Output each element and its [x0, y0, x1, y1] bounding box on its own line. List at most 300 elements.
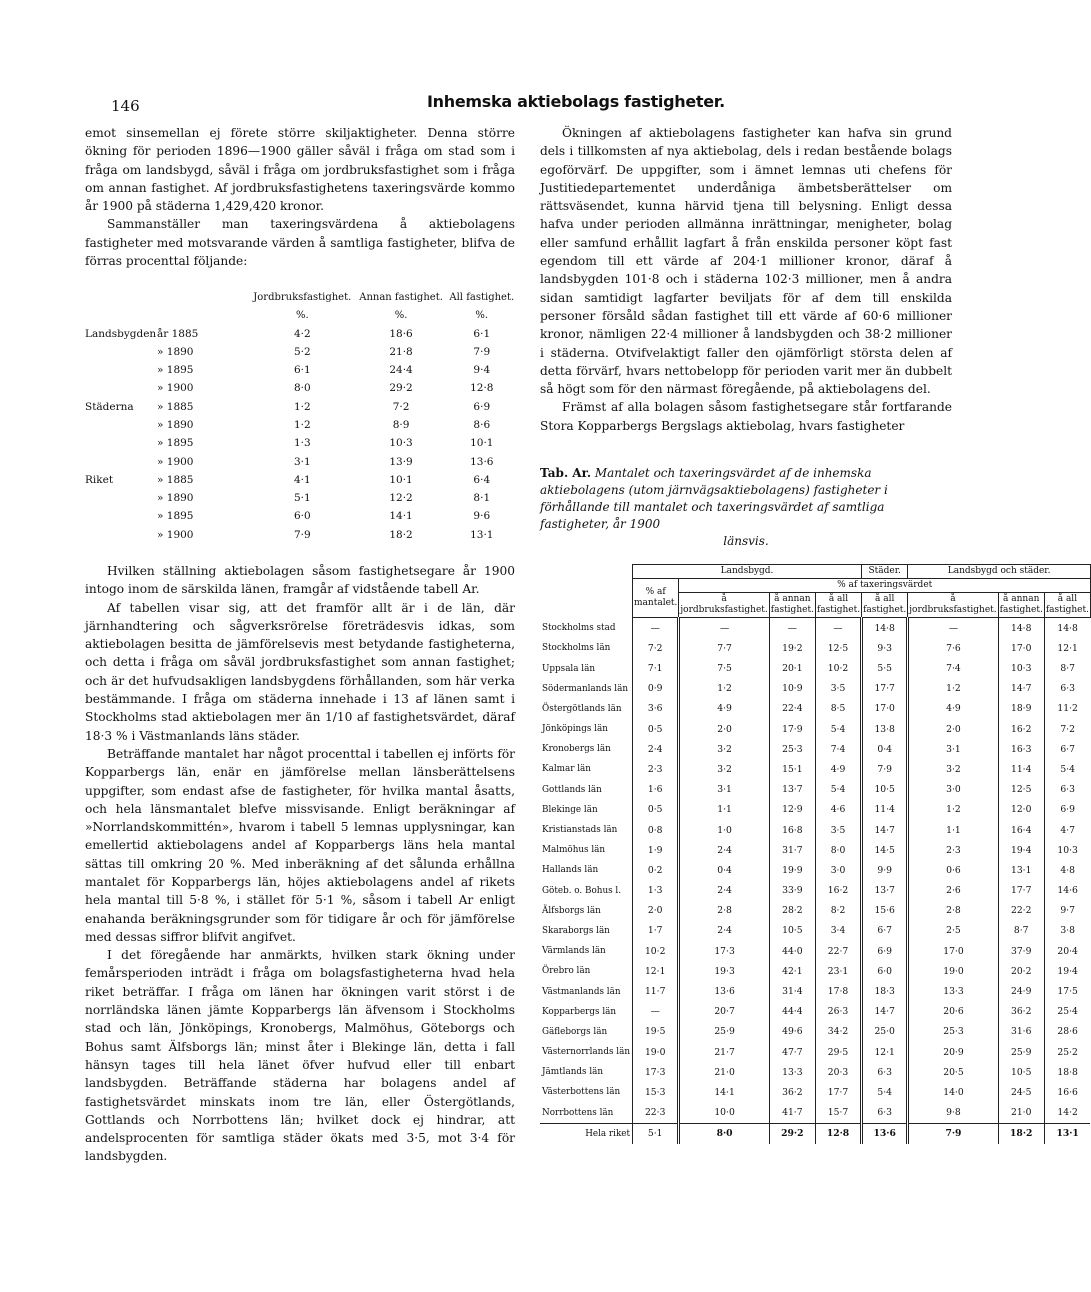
cell-value: 8·7: [1044, 658, 1090, 678]
cell-value: 17·3: [633, 1062, 679, 1082]
table-label: Tab. Ar.: [540, 466, 592, 481]
cell-value: 2·6: [908, 880, 998, 900]
cell-value: 1·2: [908, 800, 998, 820]
cell-value: 44·4: [769, 1002, 815, 1022]
cell-value: 17·0: [908, 941, 998, 961]
cell-value: 2·3: [633, 759, 679, 779]
row-group: [85, 452, 157, 470]
cell-value: 20·9: [908, 1042, 998, 1062]
cell-value: 19·5: [633, 1022, 679, 1042]
cell-value: 18·2: [998, 1123, 1044, 1144]
cell-value: 2·0: [679, 719, 769, 739]
cell-value: 25·9: [998, 1042, 1044, 1062]
running-head: Inhemska aktiebolags fastigheter.: [427, 92, 725, 111]
cell-value: 12·1: [862, 1042, 908, 1062]
cell-value: 9·4: [473, 364, 491, 377]
column-header: å jordbruksfastighet.: [908, 593, 998, 618]
county-name: Östergötlands län: [542, 703, 622, 714]
cell-value: 3·8: [1044, 921, 1090, 941]
cell-value: 7·9: [473, 345, 491, 358]
cell-value: 14·8: [862, 618, 908, 639]
cell-value: 5·4: [815, 719, 861, 739]
cell-value: 13·7: [862, 880, 908, 900]
table-row: [85, 361, 517, 379]
cell-value: 17·0: [862, 699, 908, 719]
paragraph: I det föregående har anmärkts, hvilken stark ökning under femårsperioden inträdt i fråga om bolagsfastigheterna hvad hela riket beträffar. I fråga om länen har ökningen varit störst i de norrländska länen jämte Kopparbergs län äfvensom i Stockholms stad och län, Jönköpings, Kronobergs, Malmöhus, Göteborgs och Bohus samt Älfsborgs län; minst åter i Blekinge län, detta i fall hänsyn tages till hela länet öfver hufvud eller till enbart landsbygden. Beträffande städerna har bolagens andel af fastighetsvärdet minskats inom tre län, eller Östergötlands, Gottlands och Norrbottens län; hvilket dock ej hindrar, att andelsprocenten för samtliga städer ökats med 3·5, mot 3·4 för landsbygden.: [85, 948, 515, 1164]
cell-value: 16·6: [1044, 1082, 1090, 1102]
county-name: Södermanlands län: [542, 683, 629, 694]
cell-value: 0·4: [862, 739, 908, 759]
row-group: [85, 379, 157, 397]
cell-value: 1·7: [633, 921, 679, 941]
cell-value: 1·1: [908, 820, 998, 840]
unit-label: %.: [394, 309, 408, 321]
cell-value: 13·1: [998, 860, 1044, 880]
cell-value: 11·2: [1044, 699, 1090, 719]
cell-value: 13·6: [679, 981, 769, 1001]
row-year: » 1900: [157, 455, 194, 468]
row-year: år 1885: [157, 327, 199, 340]
row-group: [85, 507, 157, 525]
cell-value: 1·2: [293, 419, 311, 431]
row-year: » 1895: [157, 364, 194, 377]
table-row: [540, 658, 1090, 678]
column-header: Jordbruksfastighet.: [253, 291, 352, 303]
cell-value: 29·2: [769, 1123, 815, 1144]
table-row: [540, 1062, 1090, 1082]
cell-value: 0·9: [633, 679, 679, 699]
cell-value: 12·1: [1044, 638, 1090, 658]
cell-value: 28·2: [769, 901, 815, 921]
cell-value: 12·1: [633, 961, 679, 981]
cell-value: 10·5: [998, 1062, 1044, 1082]
county-name: Kalmar län: [542, 764, 591, 775]
cell-value: 3·2: [679, 739, 769, 759]
cell-value: 12·0: [998, 800, 1044, 820]
column-header: Annan fastighet.: [359, 291, 443, 303]
cell-value: 17·7: [815, 1082, 861, 1102]
county-name: Gottlands län: [542, 784, 602, 795]
table-caption-text: Mantalet och taxeringsvärdet af de inhemska aktiebolagens (utom järnvägsaktiebolagens) fastigheter i förhållande till mantalet och taxeringsvärdet af samtliga fastigheter, år 1900: [540, 466, 888, 532]
table-row: [540, 800, 1090, 820]
row-year: » 1890: [157, 345, 194, 358]
county-table: [540, 564, 1091, 1144]
cell-value: 24·5: [998, 1082, 1044, 1102]
cell-value: 2·3: [908, 840, 998, 860]
cell-value: 11·4: [998, 759, 1044, 779]
cell-value: 33·9: [769, 880, 815, 900]
cell-value: 14·7: [862, 820, 908, 840]
cell-value: 15·7: [815, 1103, 861, 1124]
row-group: [85, 526, 157, 544]
county-name: Stockholms län: [542, 643, 611, 654]
cell-value: 6·9: [1044, 800, 1090, 820]
county-name: Hallands län: [542, 865, 599, 876]
cell-value: 25·3: [908, 1022, 998, 1042]
column-header: å all fastighet.: [1044, 593, 1090, 618]
table-row: [540, 921, 1090, 941]
cell-value: 8·2: [815, 901, 861, 921]
cell-value: 0·2: [633, 860, 679, 880]
cell-value: 10·1: [389, 473, 413, 486]
cell-value: —: [769, 618, 815, 639]
cell-value: 0·5: [633, 800, 679, 820]
county-name: Kristianstads län: [542, 825, 618, 836]
cell-value: 44·0: [769, 941, 815, 961]
cell-value: 42·1: [769, 961, 815, 981]
row-year: » 1895: [157, 510, 194, 523]
column-header: å jordbruksfastighet.: [679, 593, 769, 618]
cell-value: —: [908, 618, 998, 639]
cell-value: 13·8: [862, 719, 908, 739]
cell-value: 3·1: [293, 455, 311, 468]
cell-value: 4·9: [815, 759, 861, 779]
cell-value: 14·8: [998, 618, 1044, 639]
table-row: [540, 1103, 1090, 1124]
cell-value: 5·4: [862, 1082, 908, 1102]
table-row: [540, 1082, 1090, 1102]
row-group: Städerna: [85, 400, 134, 413]
row-year: » 1900: [157, 528, 194, 541]
cell-value: 29·2: [389, 382, 413, 395]
row-group: Landsbygden: [85, 327, 157, 340]
cell-value: 1·0: [679, 820, 769, 840]
cell-value: 10·1: [470, 437, 494, 450]
cell-value: 14·5: [862, 840, 908, 860]
county-name: Kopparbergs län: [542, 1006, 617, 1017]
table-caption-end: länsvis.: [723, 534, 769, 549]
cell-value: 3·1: [908, 739, 998, 759]
cell-value: 16·3: [998, 739, 1044, 759]
cell-value: 7·9: [908, 1123, 998, 1144]
cell-value: 6·3: [862, 1103, 908, 1124]
cell-value: 4·9: [908, 699, 998, 719]
column-header: å annan fastighet.: [769, 593, 815, 618]
cell-value: 25·2: [1044, 1042, 1090, 1062]
table-row: [540, 719, 1090, 739]
cell-value: 10·5: [769, 921, 815, 941]
cell-value: 17·5: [1044, 981, 1090, 1001]
cell-value: 34·2: [815, 1022, 861, 1042]
cell-value: 14·7: [998, 679, 1044, 699]
cell-value: 20·3: [815, 1062, 861, 1082]
table-row: [540, 961, 1090, 981]
table-row: [540, 840, 1090, 860]
cell-value: 1·3: [293, 437, 311, 450]
row-year: » 1885: [157, 473, 194, 486]
cell-value: 14·2: [1044, 1103, 1090, 1124]
table-row: [540, 981, 1090, 1001]
cell-value: 2·0: [633, 901, 679, 921]
cell-value: 17·7: [998, 880, 1044, 900]
county-name: Jönköpings län: [542, 724, 608, 735]
cell-value: 47·7: [769, 1042, 815, 1062]
cell-value: 2·8: [679, 901, 769, 921]
cell-value: 19·3: [679, 961, 769, 981]
cell-value: 14·0: [908, 1082, 998, 1102]
cell-value: 7·2: [633, 638, 679, 658]
cell-value: 29·5: [815, 1042, 861, 1062]
pct-header: % af taxeringsvärdet: [679, 579, 1091, 593]
table-row: [540, 820, 1090, 840]
cell-value: 7·4: [908, 658, 998, 678]
cell-value: 20·7: [679, 1002, 769, 1022]
row-group: [85, 489, 157, 507]
cell-value: 18·3: [862, 981, 908, 1001]
cell-value: 6·1: [293, 364, 311, 377]
cell-value: 8·9: [392, 419, 410, 431]
cell-value: 10·3: [1044, 840, 1090, 860]
table-row: [85, 507, 517, 525]
cell-value: 6·7: [1044, 739, 1090, 759]
cell-value: 31·6: [998, 1022, 1044, 1042]
county-name: Älfsborgs län: [542, 905, 601, 916]
percentage-table: [85, 288, 517, 544]
cell-value: 18·9: [998, 699, 1044, 719]
cell-value: 8·1: [473, 492, 491, 505]
table-caption: [540, 465, 952, 550]
cell-value: 6·3: [1044, 780, 1090, 800]
table-row: [540, 901, 1090, 921]
cell-value: 4·6: [815, 800, 861, 820]
cell-value: 16·2: [815, 880, 861, 900]
cell-value: 10·3: [389, 437, 413, 450]
table-row: [540, 1042, 1090, 1062]
cell-value: 18·2: [389, 528, 413, 541]
county-name: Västernorrlands län: [542, 1047, 631, 1058]
cell-value: 24·4: [389, 364, 413, 377]
table-row: [85, 434, 517, 452]
cell-value: 5·2: [293, 345, 311, 358]
cell-value: 3·4: [815, 921, 861, 941]
cell-value: 0·5: [633, 719, 679, 739]
paragraph: emot sinsemellan ej förete större skiljaktigheter. Denna större ökning för perioden 1896—1900 gäller såväl i fråga om stad som i fråga om landsbygd, såväl i fråga om jordbruksfastighet som i fråga om annan fastighet. Af jordbruksfastighetens taxeringsvärde kommo år 1900 på städerna 1,429,420 kronor.: [85, 126, 515, 214]
page-number: 146: [111, 97, 140, 115]
cell-value: 4·9: [679, 699, 769, 719]
cell-value: 1·3: [633, 880, 679, 900]
cell-value: 8·0: [293, 382, 311, 395]
cell-value: —: [815, 618, 861, 639]
county-name: Stockholms stad: [542, 622, 616, 633]
cell-value: 11·7: [633, 981, 679, 1001]
cell-value: 13·9: [389, 455, 413, 468]
cell-value: —: [679, 618, 769, 639]
cell-value: 17·9: [769, 719, 815, 739]
cell-value: 3·0: [908, 780, 998, 800]
cell-value: 20·5: [908, 1062, 998, 1082]
cell-value: 8·0: [679, 1123, 769, 1144]
row-group: [85, 434, 157, 452]
cell-value: 7·1: [633, 658, 679, 678]
cell-value: 13·6: [470, 455, 494, 468]
county-name: Norrbottens län: [542, 1107, 614, 1118]
row-group: [85, 361, 157, 379]
cell-value: 13·1: [1044, 1123, 1090, 1144]
county-name: Jämtlands län: [542, 1067, 604, 1078]
cell-value: 1·2: [293, 400, 311, 413]
cell-value: 1·9: [633, 840, 679, 860]
cell-value: 12·8: [470, 382, 494, 395]
row-year: » 1890: [157, 419, 194, 431]
cell-value: 20·1: [769, 658, 815, 678]
cell-value: 0·8: [633, 820, 679, 840]
cell-value: 19·0: [908, 961, 998, 981]
cell-value: 17·7: [862, 679, 908, 699]
row-group: [85, 416, 157, 434]
cell-value: 7·9: [862, 759, 908, 779]
row-year: » 1890: [157, 492, 194, 505]
cell-value: 4·7: [1044, 820, 1090, 840]
table-row: [85, 471, 517, 489]
cell-value: 10·9: [769, 679, 815, 699]
cell-value: 10·5: [862, 780, 908, 800]
group-header: Landsbygd och städer.: [908, 565, 1091, 579]
cell-value: 13·3: [769, 1062, 815, 1082]
cell-value: 19·0: [633, 1042, 679, 1062]
cell-value: 15·3: [633, 1082, 679, 1102]
cell-value: 10·2: [815, 658, 861, 678]
cell-value: 6·0: [293, 510, 311, 523]
cell-value: 1·1: [679, 800, 769, 820]
cell-value: 13·6: [862, 1123, 908, 1144]
county-name: Uppsala län: [542, 663, 596, 674]
cell-value: 4·8: [1044, 860, 1090, 880]
table-row: [85, 416, 517, 434]
table-row: [540, 860, 1090, 880]
column-header: å annan fastighet.: [998, 593, 1044, 618]
cell-value: 41·7: [769, 1103, 815, 1124]
paragraph: Af tabellen visar sig, att det framför allt är i de län, där järnhandtering och sågverksrörelse företrädesvis idkas, som aktiebolagen besitta de jämförelsevis mest betydande fastigheterna, och detta i fråga om såväl jordbruksfastighet som annan fastighet; och är det hufvudsakligen landsbygdens förhållanden, som här verka bestämmande. I fråga om städerna innehade i 13 af länen samt i Stockholms stad aktiebolagen mer än 1/10 af fastighetsvärdet, däraf 18·3 % i Västmanlands läns städer.: [85, 600, 515, 743]
cell-value: 5·1: [293, 492, 311, 505]
cell-value: 21·0: [998, 1103, 1044, 1124]
cell-value: 12·5: [998, 780, 1044, 800]
cell-value: 2·0: [908, 719, 998, 739]
cell-value: 18·6: [389, 327, 413, 340]
row-group: [85, 343, 157, 361]
county-name: Gäfleborgs län: [542, 1026, 608, 1037]
cell-value: 16·8: [769, 820, 815, 840]
cell-value: 3·5: [815, 820, 861, 840]
cell-value: 6·4: [473, 473, 491, 486]
table-row: [540, 618, 1090, 639]
cell-value: 8·7: [998, 921, 1044, 941]
county-name: Göteb. o. Bohus l.: [542, 885, 622, 896]
table-row: [85, 489, 517, 507]
cell-value: 3·6: [633, 699, 679, 719]
cell-value: 14·8: [1044, 618, 1090, 639]
cell-value: 3·2: [679, 759, 769, 779]
county-name: Hela riket: [540, 1123, 633, 1144]
paragraph: Främst af alla bolagen såsom fastighetsegare står fortfarande Stora Kopparbergs Bergslags aktiebolag, hvars fastigheter: [540, 400, 952, 433]
cell-value: 3·2: [908, 759, 998, 779]
cell-value: 3·1: [679, 780, 769, 800]
cell-value: 3·0: [815, 860, 861, 880]
cell-value: 12·2: [389, 492, 413, 505]
cell-value: 19·9: [769, 860, 815, 880]
cell-value: 6·0: [862, 961, 908, 981]
cell-value: 6·7: [862, 921, 908, 941]
cell-value: 12·5: [815, 638, 861, 658]
column-header: All fastighet.: [449, 291, 515, 303]
cell-value: 16·4: [998, 820, 1044, 840]
cell-value: 7·4: [815, 739, 861, 759]
county-name: Örebro län: [542, 966, 591, 977]
column-header: å all fastighet.: [862, 593, 908, 618]
cell-value: 9·3: [862, 638, 908, 658]
county-name: Västmanlands län: [542, 986, 621, 997]
cell-value: 7·7: [679, 638, 769, 658]
cell-value: 6·9: [473, 400, 491, 413]
row-year: » 1900: [157, 382, 194, 395]
cell-value: 13·1: [470, 528, 494, 541]
county-name: Blekinge län: [542, 804, 598, 815]
cell-value: 7·9: [293, 528, 311, 541]
cell-value: 11·4: [862, 800, 908, 820]
cell-value: 5·4: [815, 780, 861, 800]
cell-value: 6·3: [862, 1062, 908, 1082]
cell-value: 22·7: [815, 941, 861, 961]
row-group: Riket: [85, 473, 114, 486]
cell-value: 12·9: [769, 800, 815, 820]
cell-value: 25·4: [1044, 1002, 1090, 1022]
cell-value: 1·6: [633, 780, 679, 800]
table-row: [85, 379, 517, 397]
column-header: å all fastighet.: [815, 593, 861, 618]
cell-value: 2·4: [679, 880, 769, 900]
county-name: Värmlands län: [542, 946, 606, 957]
paragraph: Beträffande mantalet har något procenttal i tabellen ej införts för Kopparbergs län, enär en jämförelse mellan länsberättelsens uppgifter, som endast afse de fastigheter, för hvilka mantal åsatts, och hela länsmantalet blefve missvisande. Enligt beräkningar af »Norrlandskommittén», hvarom i tabell 5 lemnas upplysningar, kan emellertid aktiebolagens andel af Kopparbergs läns hela mantal sättas till omkring 20 %. Med inberäkning af det sålunda erhållna mantalet för Kopparbergs län, höjes aktiebolagens andel af rikets hela mantal till 5·8 %, i stället för 5·1 %, såsom i tabell Ar enligt enahanda beräkningsgrunder som för tidigare år och för jämförelse med dessas siffror blifvit angifvet.: [85, 746, 515, 944]
cell-value: 6·9: [862, 941, 908, 961]
cell-value: 9·6: [473, 510, 491, 523]
county-name: Malmöhus län: [542, 845, 606, 856]
cell-value: 22·4: [769, 699, 815, 719]
cell-value: 6·3: [1044, 679, 1090, 699]
cell-value: 37·9: [998, 941, 1044, 961]
cell-value: 9·7: [1044, 901, 1090, 921]
county-name: Västerbottens län: [542, 1087, 621, 1098]
cell-value: 2·5: [908, 921, 998, 941]
cell-value: 19·2: [769, 638, 815, 658]
cell-value: 21·8: [389, 345, 413, 358]
cell-value: 7·2: [392, 400, 410, 413]
cell-value: 10·2: [633, 941, 679, 961]
cell-value: 21·7: [679, 1042, 769, 1062]
table-row: [85, 343, 517, 361]
cell-value: 8·6: [473, 419, 491, 431]
cell-value: 15·1: [769, 759, 815, 779]
cell-value: 8·0: [815, 840, 861, 860]
table-row: [85, 452, 517, 470]
paragraph: Sammanställer man taxeringsvärdena å aktiebolagens fastigheter med motsvarande värden å samtliga fastigheter, blifva de förras procenttal följande:: [85, 217, 515, 269]
cell-value: 10·0: [679, 1103, 769, 1124]
cell-value: 14·1: [389, 510, 413, 523]
cell-value: 36·2: [769, 1082, 815, 1102]
cell-value: 17·8: [815, 981, 861, 1001]
table-row: [540, 638, 1090, 658]
cell-value: 25·3: [769, 739, 815, 759]
total-row: [540, 1123, 1090, 1144]
table-row: [540, 1022, 1090, 1042]
paragraph: Ökningen af aktiebolagens fastigheter kan hafva sin grund dels i tillkomsten af nya aktiebolag, dels i redan bestående bolags egoförvärf. De uppgifter, som i ämnet lemnas uti chefens för Justitiedepartementet underdåniga ämbetsberättelser om rättsväsendet, kunna härvid tjena till belysning. Enligt dessa hafva under perioden allmänna inrättningar, menigheter, bolag eller samfund erhållit lagfart å från enskilda personer köpt fast egendom till ett värde af 204·1 millioner kronor, däraf å landsbygden 101·8 och i städerna 102·3 millioner, men å andra sidan samtidigt lagfarter beviljats för af dem till enskilda personer försåld sådan fastighet till ett värde af 60·6 millioner kronor, nämligen 22·4 millioner å landsbygden och 38·2 millioner i städerna. Otvifvelaktigt faller den ojämförligt största delen af detta förvärf, hvars nettobelopp för perioden varit mer än dubbelt så högt som för den närmast föregående, på aktiebolagens del.: [540, 126, 952, 397]
cell-value: 5·4: [1044, 759, 1090, 779]
cell-value: 7·6: [908, 638, 998, 658]
table-row: [540, 679, 1090, 699]
cell-value: 1·2: [679, 679, 769, 699]
cell-value: 5·5: [862, 658, 908, 678]
cell-value: 8·5: [815, 699, 861, 719]
column-header: % af mantalet.: [633, 579, 679, 618]
cell-value: 6·1: [473, 327, 491, 340]
